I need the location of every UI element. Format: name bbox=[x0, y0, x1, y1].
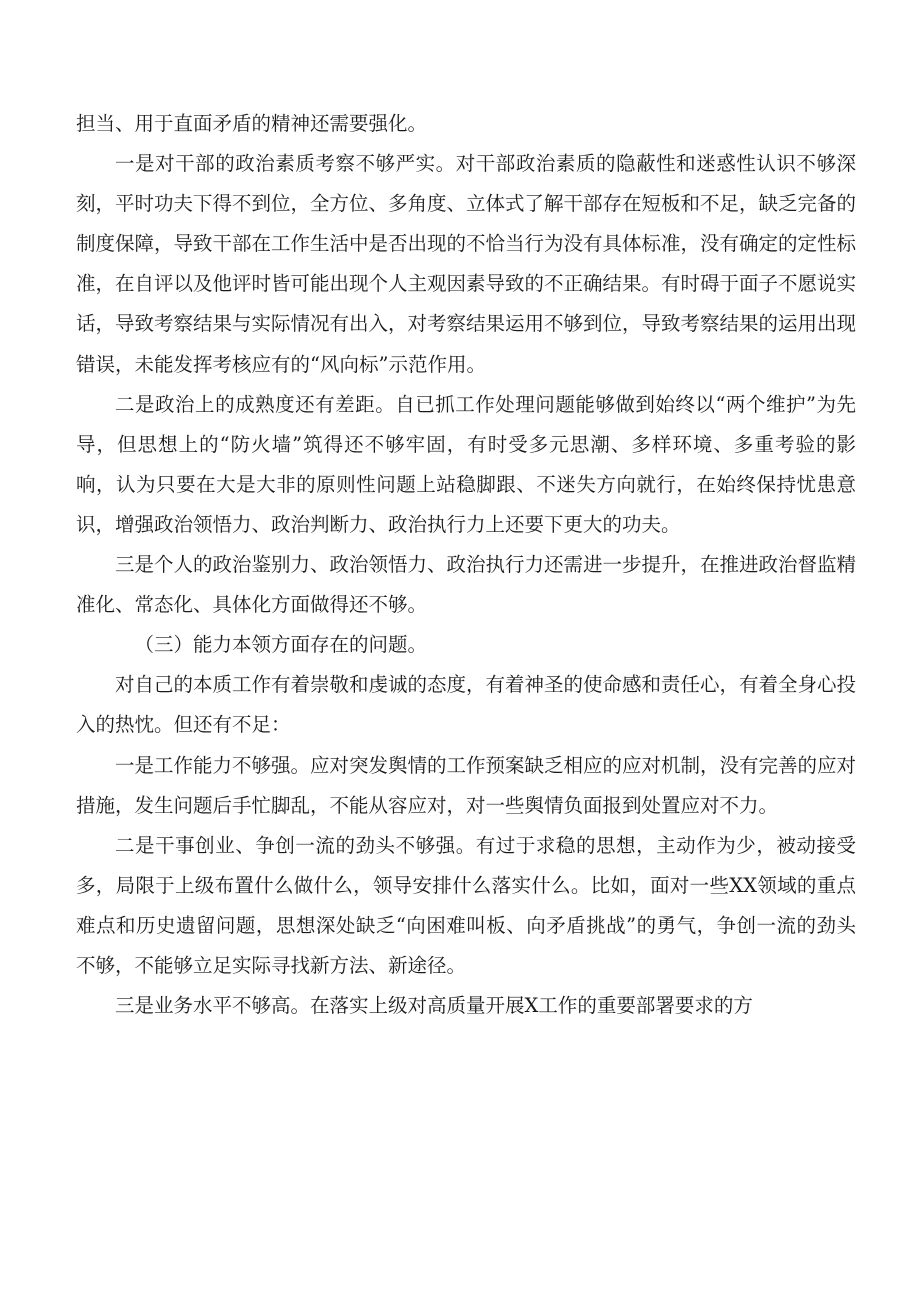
paragraph-cadre-political-quality: 一是对干部的政治素质考察不够严实。对干部政治素质的隐蔽性和迷惑性认识不够深刻，平时功夫下得不到位，全方位、多角度、立体式了解干部存在短板和不足，缺乏完备的制度保障，导致干部在工作生活中是否出现的不恰当行为没有具体标准，没有确定的定性标准，在自评以及他评时皆可能出现个人主观因素导致的不正确结果。有时碍于面子不愿说实话，导致考察结果与实际情况有出入，对考察结果运用不够到位，导致考察结果的运用出现错误，未能发挥考核应有的“风向标”示范作用。 bbox=[76, 152, 857, 376]
paragraph-business-level: 三是业务水平不够高。在落实上级对高质量开展X工作的重要部署要求的方 bbox=[115, 994, 753, 1018]
paragraph-entrepreneurial-drive: 二是干事创业、争创一流的劲头不够强。有过于求稳的思想，主动作为少，被动接受多，局限于上级布置什么做什么，领导安排什么落实什么。比如，面对一些XX领域的重点难点和历史遗留问题，思想深处缺乏“向困难叫板、向矛盾挑战”的勇气，争创一流的劲头不够，不能够立足实际寻找新方法、新途径。 bbox=[76, 833, 856, 977]
paragraph-continuation: 担当、用于直面矛盾的精神还需要强化。 bbox=[76, 112, 428, 135]
paragraph-work-ability: 一是工作能力不够强。应对突发舆情的工作预案缺乏相应的应对机制，没有完善的应对措施，发生问题后手忙脚乱，不能从容应对，对一些舆情负面报到处置应对不力。 bbox=[76, 753, 857, 817]
section-heading-ability: （三）能力本领方面存在的问题。 bbox=[134, 633, 428, 657]
document-body bbox=[76, 104, 856, 1026]
paragraph-political-discernment: 三是个人的政治鉴别力、政治领悟力、政治执行力还需进一步提升，在推进政治督监精准化、常态化、具体化方面做得还不够。 bbox=[76, 553, 857, 617]
paragraph-work-attitude: 对自己的本质工作有着崇敬和虔诚的态度，有着神圣的使命感和责任心，有着全身心投入的热忱。但还有不足： bbox=[76, 673, 857, 737]
paragraph-political-maturity: 二是政治上的成熟度还有差距。自已抓工作处理问题能够做到始终以“两个维护”为先导，但思想上的“防火墙”筑得还不够牢固，有时受多元思潮、多样环境、多重考验的影响，认为只要在大是大非的原则性问题上站稳脚跟、不迷失方向就行，在始终保持忧患意识，增强政治领悟力、政治判断力、政治执行力上还要下更大的功夫。 bbox=[76, 392, 856, 536]
